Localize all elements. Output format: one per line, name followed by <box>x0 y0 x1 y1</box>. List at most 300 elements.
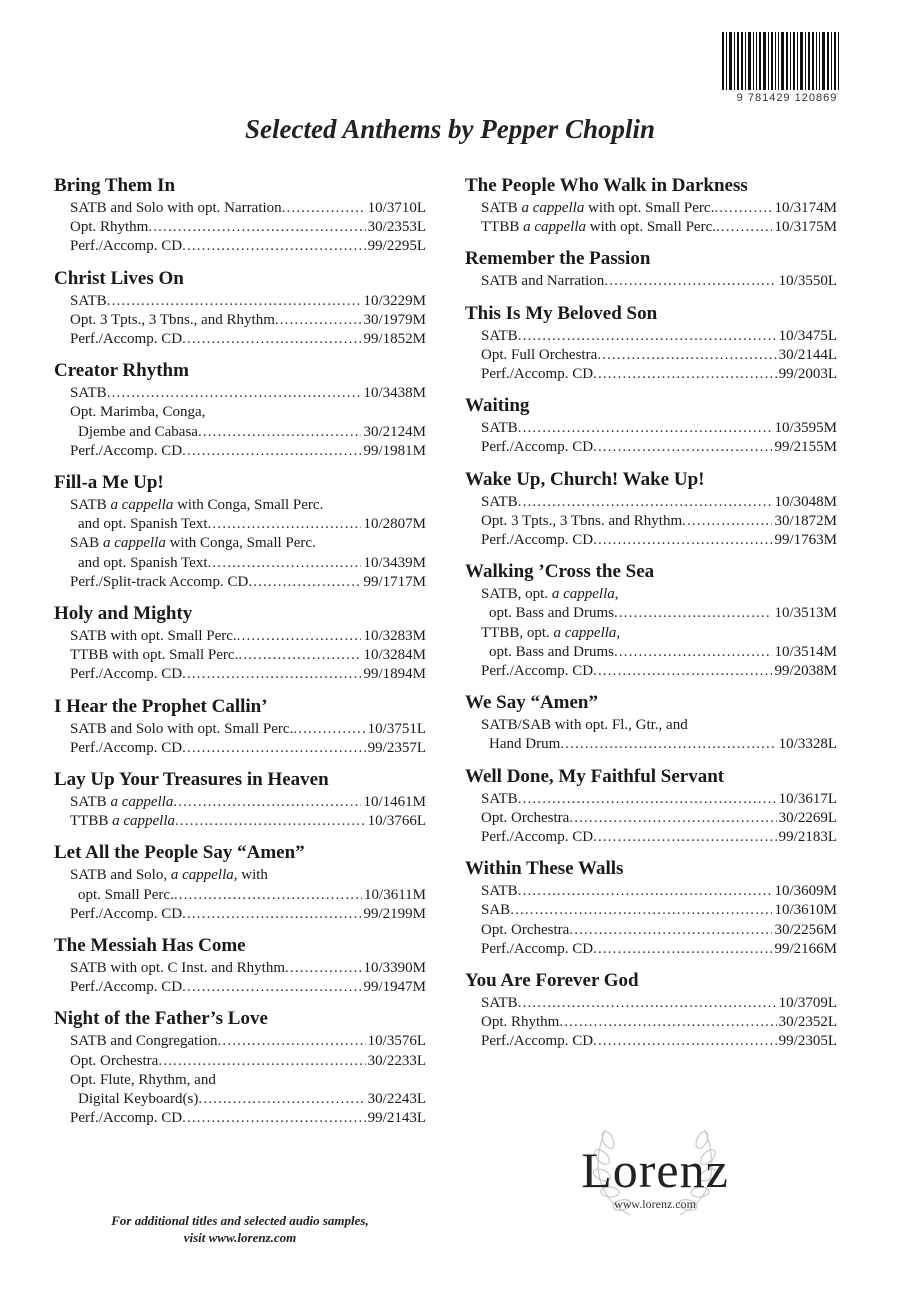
edition-description: TTBB with opt. Small Perc. <box>70 647 239 664</box>
edition-description: Perf./Split-track Accomp. CD <box>70 573 249 590</box>
anthem-entry <box>465 857 837 959</box>
edition-description: Opt. Rhythm <box>481 1014 560 1031</box>
edition-line <box>54 1071 426 1090</box>
edition-line <box>465 716 837 735</box>
catalog-number: 99/1894M <box>363 666 426 683</box>
edition-line <box>54 905 426 924</box>
edition-line <box>465 735 837 754</box>
anthem-title: The Messiah Has Come <box>54 935 246 957</box>
edition-description: SAB <box>481 902 511 919</box>
edition-line <box>54 978 426 997</box>
edition-description: TTBB a cappella with opt. Small Perc. <box>481 219 716 236</box>
anthem-title: We Say “Amen” <box>465 692 598 714</box>
dot-leader <box>569 809 776 828</box>
edition-line <box>54 886 426 905</box>
catalog-number: 10/3709L <box>778 995 837 1012</box>
edition-line <box>54 442 426 461</box>
logo-url: www.lorenz.com <box>614 1197 696 1211</box>
catalog-number: 99/2295L <box>367 238 426 255</box>
edition-line <box>465 828 837 847</box>
edition-line <box>54 1032 426 1051</box>
edition-description: Perf./Accomp. CD <box>481 366 594 383</box>
anthem-entry <box>465 969 837 1052</box>
dot-leader <box>716 218 772 237</box>
dot-leader <box>518 994 777 1013</box>
anthem-title: Night of the Father’s Love <box>54 1008 268 1030</box>
edition-line <box>465 438 837 457</box>
edition-description: SATB with opt. C Inst. and Rhythm <box>70 960 286 977</box>
catalog-number: 10/3766L <box>367 813 426 830</box>
edition-description: Opt. Rhythm <box>70 219 149 236</box>
anthem-entry <box>54 471 426 592</box>
dot-leader <box>604 272 776 291</box>
catalog-number: 99/2199M <box>363 905 426 922</box>
edition-line <box>465 604 837 623</box>
dot-leader <box>174 886 362 905</box>
barcode-bar <box>737 32 739 90</box>
catalog-number: 30/2144L <box>778 346 837 363</box>
catalog-number: 10/3439M <box>363 554 426 571</box>
edition-description: Opt. Orchestra <box>481 809 570 826</box>
catalog-number: 30/2124M <box>363 423 426 440</box>
edition-line <box>54 1052 426 1071</box>
dot-leader <box>175 812 366 831</box>
catalog-number: 10/3514M <box>774 643 837 660</box>
catalog-number: 10/3283M <box>363 628 426 645</box>
dot-leader <box>158 1052 365 1071</box>
catalog-number: 10/3438M <box>363 385 426 402</box>
edition-line <box>54 384 426 403</box>
barcode-bar <box>753 32 754 90</box>
dot-leader <box>714 199 772 218</box>
edition-description: opt. Bass and Drums <box>489 643 614 660</box>
anthem-title: Christ Lives On <box>54 267 184 289</box>
edition-line <box>465 921 837 940</box>
edition-line <box>54 573 426 592</box>
edition-line <box>54 646 426 665</box>
catalog-number: 10/3390M <box>363 960 426 977</box>
anthem-entry <box>54 1007 426 1128</box>
catalog-number: 10/3174M <box>774 200 837 216</box>
barcode-bar <box>734 32 735 90</box>
dot-leader <box>593 940 772 959</box>
anthem-title: Waiting <box>465 395 530 417</box>
edition-line <box>465 218 837 237</box>
catalog-number: 99/2038M <box>774 663 837 680</box>
dot-leader <box>182 442 361 461</box>
dot-leader <box>198 1090 365 1109</box>
edition-description: SATB and Congregation <box>70 1033 218 1050</box>
edition-description: and opt. Spanish Text <box>78 554 208 571</box>
dot-leader <box>275 311 362 330</box>
right-column <box>465 174 837 1062</box>
edition-line <box>465 940 837 959</box>
catalog-number: 10/3609M <box>774 883 837 900</box>
barcode-bar <box>745 32 746 90</box>
catalog-number: 99/2166M <box>774 940 837 957</box>
anthem-title: I Hear the Prophet Callin’ <box>54 695 268 717</box>
barcode <box>722 32 852 112</box>
edition-line <box>465 994 837 1013</box>
catalog-number: 99/2003L <box>778 366 837 383</box>
catalog-number: 10/3328L <box>778 736 837 753</box>
edition-line <box>465 1032 837 1051</box>
edition-description: Perf./Accomp. CD <box>481 829 594 846</box>
edition-line <box>465 419 837 438</box>
catalog-number: 10/3710L <box>367 200 426 216</box>
edition-description: SATB and Solo with opt. Narration <box>70 200 282 216</box>
dot-leader <box>593 662 772 681</box>
catalog-number: 10/3175M <box>774 219 837 236</box>
edition-line <box>465 585 837 604</box>
anthem-entry <box>54 267 426 350</box>
catalog-number: 10/3611M <box>364 886 426 903</box>
anthem-entry <box>465 560 837 681</box>
catalog-number: 99/2305L <box>778 1033 837 1050</box>
dot-leader <box>173 793 361 812</box>
edition-description: SAB a cappella with Conga, Small Perc. <box>70 535 316 552</box>
edition-line <box>54 812 426 831</box>
edition-description: TTBB, opt. a cappella, <box>481 624 621 641</box>
barcode-bar <box>797 32 798 90</box>
dot-leader <box>597 346 776 365</box>
anthem-title: Holy and Mighty <box>54 603 193 625</box>
dot-leader <box>593 828 777 847</box>
anthem-entry <box>54 768 426 831</box>
anthem-entry <box>54 934 426 997</box>
dot-leader <box>593 531 772 550</box>
catalog-number: 10/3595M <box>774 420 837 437</box>
edition-description: TTBB a cappella <box>70 813 175 830</box>
catalog-number: 10/3751L <box>367 720 426 737</box>
edition-description: SATB <box>481 420 518 437</box>
edition-description: SATB/SAB with opt. Fl., Gtr., and <box>481 717 688 734</box>
edition-line <box>465 643 837 662</box>
barcode-bar <box>778 32 779 90</box>
barcode-bar <box>763 32 766 90</box>
barcode-bar <box>793 32 795 90</box>
edition-line <box>54 739 426 758</box>
anthem-title: Within These Walls <box>465 858 624 880</box>
barcode-bars <box>722 32 852 90</box>
catalog-number: 10/3610M <box>774 902 837 919</box>
edition-line <box>54 330 426 349</box>
edition-line <box>54 199 426 218</box>
edition-line <box>465 624 837 643</box>
edition-line <box>465 882 837 901</box>
anthem-title: Well Done, My Faithful Servant <box>465 765 725 787</box>
edition-line <box>465 790 837 809</box>
catalog-number: 30/2269L <box>778 809 837 826</box>
edition-line <box>465 493 837 512</box>
anthem-entry <box>54 841 426 924</box>
edition-line <box>465 365 837 384</box>
catalog-number: 99/2357L <box>367 739 426 756</box>
edition-line <box>54 423 426 442</box>
catalog-number: 30/2353L <box>367 219 426 236</box>
barcode-bar <box>786 32 788 90</box>
barcode-bar <box>827 32 829 90</box>
edition-description: Opt. Orchestra <box>481 921 570 938</box>
edition-description: Opt. Flute, Rhythm, and <box>70 1071 216 1088</box>
edition-description: Hand Drum <box>489 736 561 753</box>
edition-line <box>465 346 837 365</box>
dot-leader <box>569 921 772 940</box>
edition-line <box>54 1090 426 1109</box>
edition-description: SATB a cappella with Conga, Small Perc. <box>70 497 324 514</box>
anthem-entry <box>465 302 837 385</box>
dot-leader <box>282 199 366 218</box>
edition-description: Perf./Accomp. CD <box>70 238 183 255</box>
dot-leader <box>238 646 361 665</box>
edition-description: Djembe and Cabasa <box>78 423 198 440</box>
anthem-title: Walking ’Cross the Sea <box>465 561 655 583</box>
edition-description: Perf./Accomp. CD <box>70 331 183 348</box>
barcode-bar <box>726 32 727 90</box>
catalog-number: 30/2243L <box>367 1091 426 1108</box>
barcode-bar <box>822 32 825 90</box>
dot-leader <box>182 1109 366 1128</box>
barcode-bar <box>819 32 820 90</box>
catalog-number: 99/2143L <box>367 1110 426 1127</box>
barcode-bar <box>759 32 761 90</box>
dot-leader <box>182 237 366 256</box>
catalog-number: 30/2233L <box>367 1052 426 1069</box>
dot-leader <box>593 1032 777 1051</box>
dot-leader <box>614 643 772 662</box>
catalog-number: 30/1872M <box>774 512 837 529</box>
edition-description: SATB <box>481 883 518 900</box>
catalog-number: 10/3550L <box>778 273 837 290</box>
catalog-number: 30/1979M <box>363 311 426 328</box>
anthem-title: Lay Up Your Treasures in Heaven <box>54 769 329 791</box>
edition-line <box>54 496 426 515</box>
edition-description: SATB <box>481 790 518 807</box>
page-title: Selected Anthems by Pepper Choplin <box>245 114 655 144</box>
dot-leader <box>107 292 362 311</box>
barcode-bar <box>834 32 836 90</box>
footer-line-1: For additional titles and selected audio samples, <box>111 1213 369 1228</box>
barcode-bar <box>741 32 743 90</box>
barcode-bar <box>771 32 773 90</box>
dot-leader <box>248 573 361 592</box>
anthem-title: Remember the Passion <box>465 248 651 270</box>
dot-leader <box>198 423 362 442</box>
edition-line <box>465 901 837 920</box>
anthem-title: Wake Up, Church! Wake Up! <box>465 468 705 490</box>
edition-description: opt. Bass and Drums <box>489 605 614 622</box>
edition-description: Opt. Full Orchestra <box>481 346 598 363</box>
dot-leader <box>593 438 772 457</box>
anthem-title: Creator Rhythm <box>54 360 189 382</box>
catalog-number: 10/2807M <box>363 516 426 533</box>
edition-line <box>465 662 837 681</box>
anthem-entry <box>465 174 837 237</box>
dot-leader <box>182 665 361 684</box>
edition-description: SATB, opt. a cappella, <box>481 586 619 603</box>
edition-description: SATB <box>481 995 518 1012</box>
logo-wordmark: Lorenz <box>581 1142 729 1198</box>
barcode-bar <box>838 32 839 90</box>
anthem-entry <box>54 602 426 685</box>
anthem-title: Let All the People Say “Amen” <box>54 842 305 864</box>
footer-line-2: visit www.lorenz.com <box>183 1230 297 1245</box>
edition-line <box>54 311 426 330</box>
edition-description: SATB and Solo, a cappella, with <box>70 867 268 884</box>
edition-description: SATB <box>70 385 107 402</box>
dot-leader <box>107 384 362 403</box>
edition-line <box>465 199 837 218</box>
edition-description: Perf./Accomp. CD <box>481 532 594 549</box>
edition-description: opt. Small Perc. <box>78 886 174 903</box>
barcode-bar <box>781 32 784 90</box>
catalog-number: 99/1763M <box>774 532 837 549</box>
edition-description: Perf./Accomp. CD <box>481 439 594 456</box>
catalog-number: 10/3617L <box>778 790 837 807</box>
edition-line <box>465 1013 837 1032</box>
catalog-number: 99/1717M <box>363 573 426 590</box>
dot-leader <box>560 735 776 754</box>
dot-leader <box>518 327 777 346</box>
edition-line <box>465 327 837 346</box>
edition-description: SATB and Solo with opt. Small Perc. <box>70 720 294 737</box>
barcode-bar <box>808 32 810 90</box>
edition-line <box>54 720 426 739</box>
dot-leader <box>682 512 772 531</box>
dot-leader <box>218 1032 366 1051</box>
edition-description: Perf./Accomp. CD <box>481 663 594 680</box>
barcode-bar <box>831 32 832 90</box>
barcode-bar <box>790 32 791 90</box>
edition-description: Perf./Accomp. CD <box>70 1110 183 1127</box>
anthem-title: Bring Them In <box>54 175 176 196</box>
anthem-entry <box>465 394 837 457</box>
dot-leader <box>182 739 366 758</box>
edition-description: Perf./Accomp. CD <box>70 905 183 922</box>
left-column <box>54 174 426 1139</box>
catalog-number: 30/2352L <box>778 1014 837 1031</box>
edition-line <box>54 534 426 553</box>
catalog-number: 10/3576L <box>367 1033 426 1050</box>
catalog-number: 10/3284M <box>363 647 426 664</box>
barcode-bar <box>748 32 751 90</box>
dot-leader <box>559 1013 776 1032</box>
edition-description: SATB and Narration <box>481 273 605 290</box>
catalog-number: 10/3229M <box>363 292 426 309</box>
edition-line <box>54 665 426 684</box>
edition-description: Perf./Accomp. CD <box>70 666 183 683</box>
edition-line <box>465 272 837 291</box>
lorenz-logo <box>560 1115 750 1225</box>
edition-description: SATB a cappella <box>70 794 174 811</box>
edition-line <box>54 292 426 311</box>
anthem-entry <box>465 765 837 848</box>
catalog-number: 10/1461M <box>363 794 426 811</box>
edition-line <box>465 531 837 550</box>
catalog-number: 99/2155M <box>774 439 837 456</box>
edition-line <box>54 403 426 422</box>
catalog-number: 99/2183L <box>778 829 837 846</box>
catalog-number: 30/2256M <box>774 921 837 938</box>
barcode-bar <box>800 32 803 90</box>
barcode-bar <box>816 32 817 90</box>
edition-description: Opt. 3 Tpts., 3 Tbns. and Rhythm <box>481 512 683 529</box>
edition-line <box>54 627 426 646</box>
catalog-number: 10/3048M <box>774 493 837 510</box>
dot-leader <box>518 419 773 438</box>
edition-line <box>465 512 837 531</box>
anthem-title: The People Who Walk in Darkness <box>465 175 748 196</box>
edition-description: Perf./Accomp. CD <box>70 739 183 756</box>
edition-line <box>54 515 426 534</box>
barcode-bar <box>768 32 769 90</box>
catalog-number: 99/1981M <box>363 442 426 459</box>
barcode-bar <box>805 32 806 90</box>
dot-leader <box>182 905 361 924</box>
dot-leader <box>237 627 362 646</box>
anthem-title: Fill-a Me Up! <box>54 472 164 494</box>
edition-description: Perf./Accomp. CD <box>70 979 183 996</box>
edition-description: SATB <box>481 493 518 510</box>
edition-line <box>54 1109 426 1128</box>
edition-line <box>54 793 426 812</box>
edition-description: SATB with opt. Small Perc. <box>70 628 237 645</box>
dot-leader <box>285 959 361 978</box>
edition-line <box>465 809 837 828</box>
anthem-entry <box>465 691 837 754</box>
barcode-bar <box>812 32 814 90</box>
edition-line <box>54 554 426 573</box>
edition-description: Perf./Accomp. CD <box>70 442 183 459</box>
dot-leader <box>293 720 365 739</box>
anthem-entry <box>54 359 426 461</box>
barcode-bar <box>729 32 732 90</box>
catalog-number: 10/3475L <box>778 327 837 344</box>
edition-description: Perf./Accomp. CD <box>481 1033 594 1050</box>
catalog-number: 10/3513M <box>774 605 837 622</box>
edition-description: SATB <box>481 327 518 344</box>
catalog-number: 99/1947M <box>363 979 426 996</box>
barcode-bar <box>775 32 776 90</box>
edition-description: SATB <box>70 292 107 309</box>
edition-description: Opt. 3 Tpts., 3 Tbns., and Rhythm <box>70 311 275 328</box>
anthem-entry <box>465 468 837 551</box>
edition-description: SATB a cappella with opt. Small Perc. <box>481 200 715 216</box>
anthem-entry <box>54 695 426 758</box>
barcode-number: 9 781429 120869 <box>736 92 838 104</box>
edition-line <box>54 866 426 885</box>
dot-leader <box>182 330 361 349</box>
dot-leader <box>510 901 772 920</box>
edition-line <box>54 959 426 978</box>
dot-leader <box>148 218 365 237</box>
anthem-entry <box>54 174 426 257</box>
dot-leader <box>208 515 362 534</box>
edition-description: Opt. Orchestra <box>70 1052 159 1069</box>
anthem-title: You Are Forever God <box>465 970 639 992</box>
barcode-bar <box>756 32 757 90</box>
dot-leader <box>182 978 361 997</box>
edition-description: Digital Keyboard(s) <box>78 1091 199 1108</box>
dot-leader <box>518 493 773 512</box>
anthem-title: This Is My Beloved Son <box>465 302 658 324</box>
dot-leader <box>518 882 773 901</box>
edition-line <box>54 237 426 256</box>
barcode-bar <box>722 32 724 90</box>
edition-description: Perf./Accomp. CD <box>481 940 594 957</box>
dot-leader <box>593 365 777 384</box>
dot-leader <box>208 554 362 573</box>
